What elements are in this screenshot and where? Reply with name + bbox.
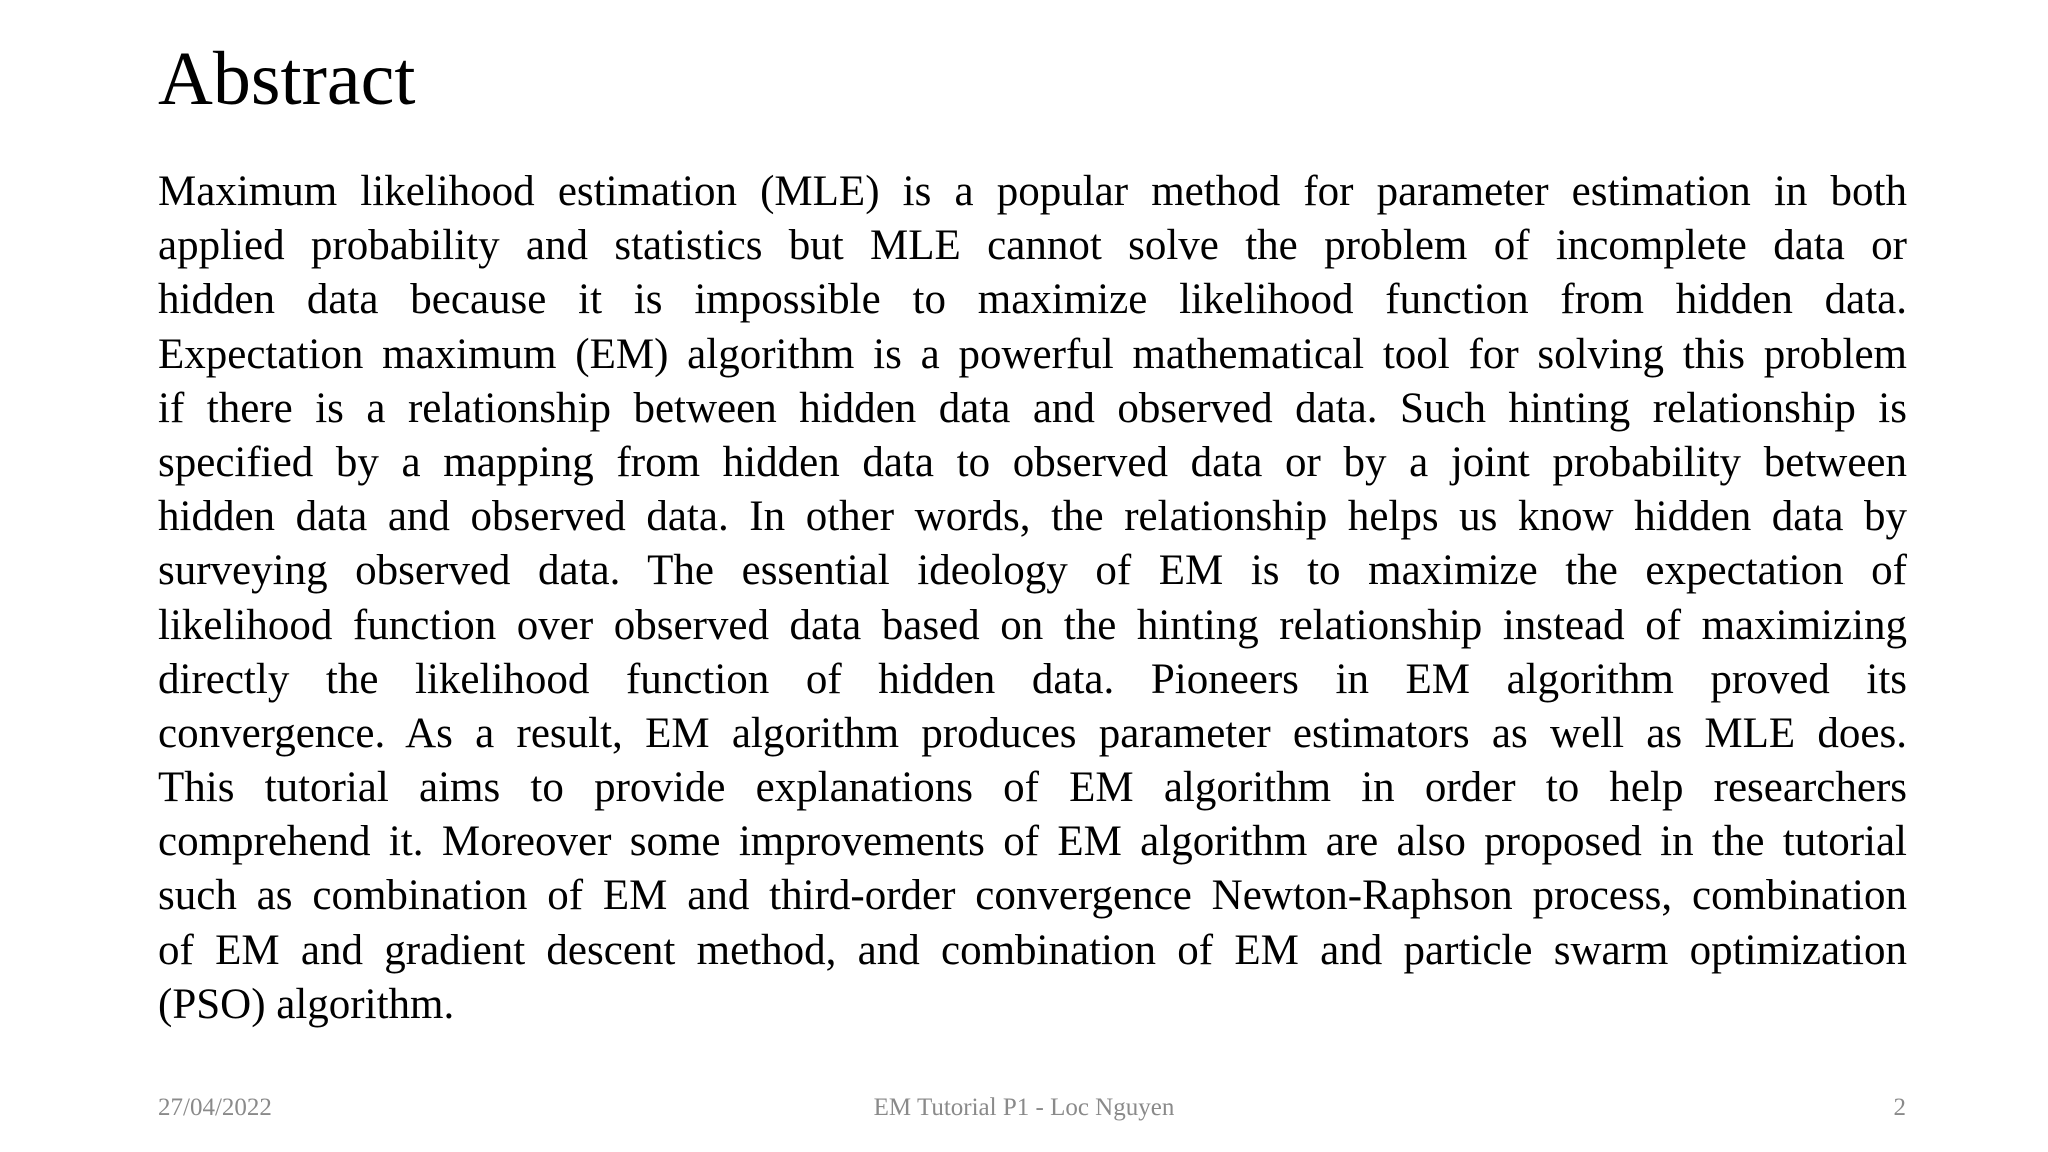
abstract-line: hidden data and observed data. In other words, the relationship helps us know hidden data by [158, 493, 1907, 541]
abstract-line: hidden data because it is impossible to maximize likelihood function from hidden data. [158, 276, 1907, 324]
abstract-line: of EM and gradient descent method, and combination of EM and particle swarm optimization [158, 926, 1907, 974]
abstract-paragraph [158, 165, 1907, 1032]
abstract-line: such as combination of EM and third-order convergence Newton-Raphson process, combination [158, 872, 1907, 920]
slide-number: 2 [1893, 1094, 1906, 1121]
abstract-line: Expectation maximum (EM) algorithm is a powerful mathematical tool for solving this problem [158, 330, 1907, 378]
abstract-line: comprehend it. Moreover some improvements of EM algorithm are also proposed in the tutorial [158, 818, 1907, 866]
abstract-line: Maximum likelihood estimation (MLE) is a popular method for parameter estimation in both [158, 168, 1907, 215]
footer-date: 27/04/2022 [158, 1094, 272, 1121]
abstract-line: likelihood function over observed data based on the hinting relationship instead of maximizing [158, 601, 1907, 649]
abstract-line: directly the likelihood function of hidden data. Pioneers in EM algorithm proved its [158, 655, 1907, 703]
footer-title: EM Tutorial P1 - Loc Nguyen [873, 1094, 1175, 1121]
abstract-line: convergence. As a result, EM algorithm produces parameter estimators as well as MLE does. [158, 709, 1907, 757]
abstract-line: applied probability and statistics but MLE cannot solve the problem of incomplete data or [158, 222, 1907, 270]
abstract-line: surveying observed data. The essential ideology of EM is to maximize the expectation of [158, 547, 1907, 595]
abstract-line: This tutorial aims to provide explanations of EM algorithm in order to help researchers [158, 764, 1907, 812]
slide-title: Abstract [158, 37, 416, 121]
abstract-line: specified by a mapping from hidden data to observed data or by a joint probability between [158, 438, 1907, 486]
abstract-line: (PSO) algorithm. [158, 980, 455, 1028]
abstract-line: if there is a relationship between hidden data and observed data. Such hinting relationship is [158, 384, 1907, 432]
